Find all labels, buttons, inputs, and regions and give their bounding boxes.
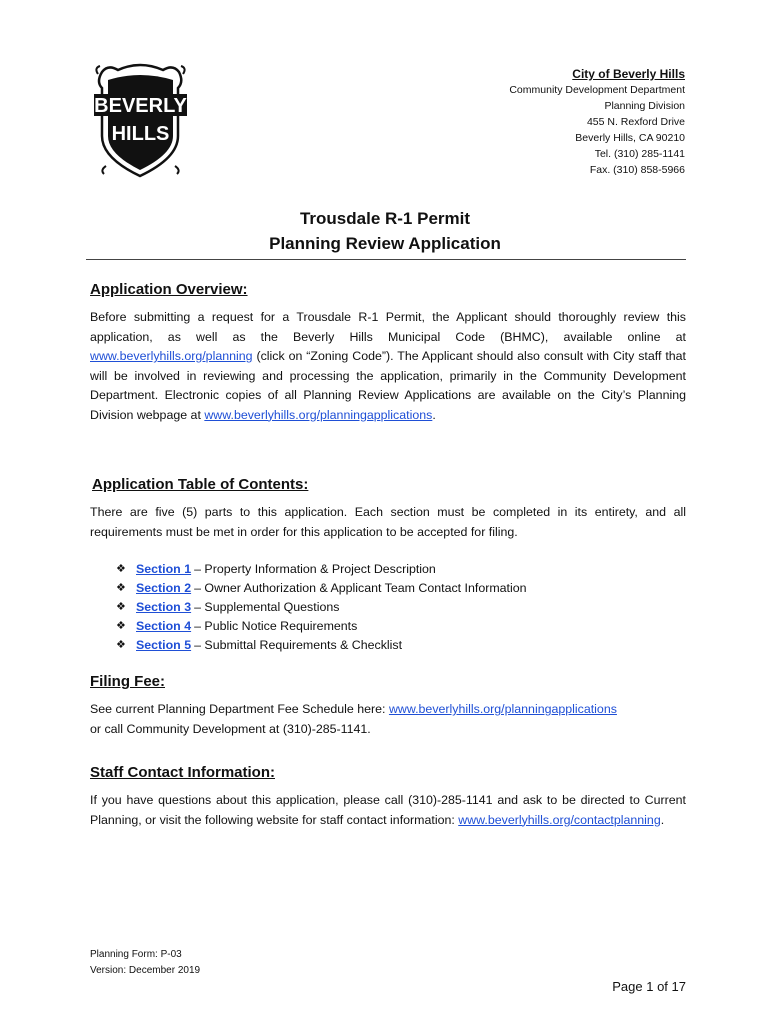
staff-contact-paragraph: [90, 791, 686, 830]
department: Community Development Department: [509, 84, 685, 96]
footer: [90, 947, 200, 979]
overview-paragraph: [90, 308, 686, 425]
section-1-link[interactable]: Section 1: [136, 562, 192, 576]
diamond-bullet-icon: ❖: [116, 582, 126, 594]
fee-schedule-link[interactable]: www.beverlyhills.org/planningapplications: [388, 702, 617, 716]
section-desc: – Public Notice Requirements: [194, 619, 358, 633]
toc-list: [116, 560, 527, 655]
diamond-bullet-icon: ❖: [116, 601, 126, 613]
telephone: Tel. (310) 285-1141: [594, 148, 685, 160]
contact-planning-link[interactable]: www.beverlyhills.org/contactplanning: [458, 812, 661, 827]
section-desc: – Submittal Requirements & Checklist: [194, 638, 403, 652]
planning-link[interactable]: www.beverlyhills.org/planning: [90, 349, 253, 363]
page-number: Page 1 of 17: [612, 979, 686, 994]
filing-fee-paragraph: [90, 700, 686, 739]
toc-item: [116, 560, 527, 579]
city-name: City of Beverly Hills: [572, 67, 685, 81]
staff-text-end: .: [660, 812, 665, 827]
overview-heading: Application Overview:: [90, 281, 248, 298]
staff-contact-heading: Staff Contact Information:: [90, 764, 275, 781]
overview-text-3: .: [432, 407, 436, 422]
toc-intro: There are five (5) parts to this application. Each section must be completed in its entirety, and all requirements must be met in order for this application to be accepted for filing.: [90, 505, 686, 539]
toc-item: [116, 636, 527, 655]
section-desc: – Owner Authorization & Applicant Team Contact Information: [194, 581, 527, 595]
section-3-link[interactable]: Section 3: [136, 600, 192, 614]
section-2-link[interactable]: Section 2: [136, 581, 192, 595]
section-4-link[interactable]: Section 4: [136, 619, 192, 633]
form-number: Planning Form: P-03: [90, 949, 182, 960]
toc-item: [116, 598, 527, 617]
title-line-1: Trousdale R-1 Permit: [299, 209, 471, 228]
street: 455 N. Rexford Drive: [586, 116, 685, 128]
fee-text-2: or call Community Development at (310)-285-1141.: [90, 721, 371, 736]
overview-text-2: (click on “Zoning Code”). The Applicant should also consult with City staff that will be involved in reviewing and processing the application, primarily in the Community Development Department. Electronic copies of all Planning Review Applications are available on the City’s Planning Division webpage at: [90, 349, 686, 422]
fee-text-1: See current Planning Department Fee Schedule here:: [90, 702, 389, 716]
diamond-bullet-icon: ❖: [116, 620, 126, 632]
title-divider: [86, 259, 686, 260]
toc-item: [116, 579, 527, 598]
planning-applications-link[interactable]: www.beverlyhills.org/planningapplications: [204, 407, 433, 422]
toc-item: [116, 617, 527, 636]
section-desc: – Supplemental Questions: [194, 600, 340, 614]
diamond-bullet-icon: ❖: [116, 639, 126, 651]
beverly-hills-shield-logo: [88, 58, 193, 188]
section-5-link[interactable]: Section 5: [136, 638, 192, 652]
division: Planning Division: [604, 100, 685, 112]
overview-text-1: Before submitting a request for a Trousdale R-1 Permit, the Applicant should thoroughly review this application, as well as the Beverly Hills Municipal Code (BHMC), available online at: [90, 310, 686, 344]
diamond-bullet-icon: ❖: [116, 563, 126, 575]
logo-text-beverly: BEVERLY: [94, 95, 187, 117]
city-state: Beverly Hills, CA 90210: [575, 132, 685, 144]
toc-heading: Application Table of Contents:: [92, 476, 309, 493]
fax: Fax. (310) 858-5966: [589, 164, 685, 176]
section-desc: – Property Information & Project Description: [194, 562, 436, 576]
address-block: [509, 66, 685, 178]
logo-text-hills: HILLS: [111, 123, 170, 145]
filing-fee-heading: Filing Fee:: [90, 673, 165, 690]
staff-text: If you have questions about this application, please call (310)-285-1141 and ask to be directed to Current Planning, or visit the following website for staff contact information:: [90, 793, 686, 827]
title-line-2: Planning Review Application: [269, 234, 501, 253]
document-title: [0, 206, 770, 256]
version: Version: December 2019: [90, 965, 201, 976]
